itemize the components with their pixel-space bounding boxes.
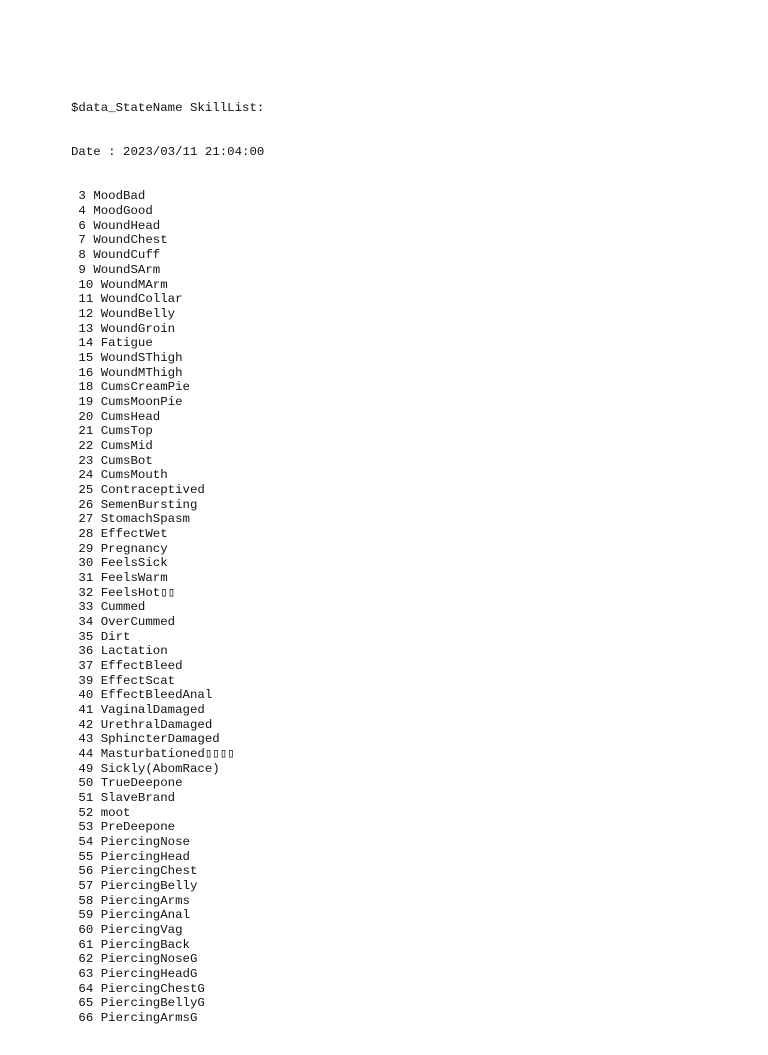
list-item <box>71 644 264 659</box>
skill-name: EffectScat <box>100 673 176 688</box>
list-item <box>71 439 264 454</box>
skill-id: 50 <box>71 776 94 791</box>
skill-id: 42 <box>71 717 94 732</box>
skill-name: Cummed <box>100 600 146 615</box>
skill-id: 34 <box>71 614 94 629</box>
skill-id: 9 <box>71 262 86 277</box>
skill-id: 33 <box>71 600 94 615</box>
skill-name: WoundSThigh <box>100 350 183 365</box>
skill-id: 37 <box>71 658 94 673</box>
skill-id: 10 <box>71 277 94 292</box>
list-item <box>71 424 264 439</box>
list-item <box>71 292 264 307</box>
list-item <box>71 850 264 865</box>
skill-name: CumsMid <box>100 438 153 453</box>
list-item <box>71 952 264 967</box>
skill-name: Sickly(AbomRace) <box>100 761 220 776</box>
skill-id: 18 <box>71 380 94 395</box>
skill-name: OverCummed <box>100 614 176 629</box>
list-item <box>71 556 264 571</box>
skill-name: WoundMThigh <box>100 365 183 380</box>
skill-id: 64 <box>71 981 94 996</box>
list-item <box>71 894 264 909</box>
document-date: Date : 2023/03/11 21:04:00 <box>71 145 265 160</box>
skill-name: PiercingBelly <box>100 879 198 894</box>
skill-id: 27 <box>71 512 94 527</box>
list-item <box>71 806 264 821</box>
skill-name: EffectBleedAnal <box>100 688 213 703</box>
list-item <box>71 571 264 586</box>
list-item <box>71 380 264 395</box>
skill-name: PiercingBellyG <box>100 996 205 1011</box>
skill-name: CumsCreamPie <box>100 380 190 395</box>
skill-id: 23 <box>71 453 94 468</box>
list-item <box>71 762 264 777</box>
list-item <box>71 263 264 278</box>
skill-name: PiercingNose <box>100 835 190 850</box>
skill-name: PiercingChestG <box>100 981 205 996</box>
skill-id: 6 <box>71 218 86 233</box>
skill-id: 30 <box>71 556 94 571</box>
list-item <box>71 336 264 351</box>
list-item <box>71 820 264 835</box>
skill-id: 28 <box>71 526 94 541</box>
skill-id: 11 <box>71 292 94 307</box>
list-item <box>71 923 264 938</box>
list-item <box>71 233 264 248</box>
list-item <box>71 395 264 410</box>
skill-name: FeelsSick <box>100 556 168 571</box>
skill-id: 16 <box>71 365 94 380</box>
skill-id: 3 <box>71 189 86 204</box>
skill-id: 35 <box>71 629 94 644</box>
skill-name: PiercingHead <box>100 849 190 864</box>
list-item <box>71 879 264 894</box>
list-item <box>71 512 264 527</box>
skill-name: WoundSArm <box>93 262 161 277</box>
skill-id: 66 <box>71 1011 94 1026</box>
skill-name: TrueDeepone <box>100 776 183 791</box>
list-item <box>71 938 264 953</box>
skill-id: 40 <box>71 688 94 703</box>
list-item <box>71 718 264 733</box>
skill-id: 54 <box>71 835 94 850</box>
skill-id: 22 <box>71 438 94 453</box>
list-item <box>71 307 264 322</box>
skill-name: EffectBleed <box>100 658 183 673</box>
skill-name: CumsMouth <box>100 468 168 483</box>
skill-name: CumsMoonPie <box>100 394 183 409</box>
skill-name: WoundCuff <box>93 248 161 263</box>
skill-id: 8 <box>71 248 86 263</box>
skill-name: CumsHead <box>100 409 161 424</box>
skill-id: 32 <box>71 585 94 600</box>
list-item <box>71 219 264 234</box>
skill-name: WoundGroin <box>100 321 176 336</box>
skill-name: FeelsHot▯▯ <box>100 585 176 600</box>
skill-id: 58 <box>71 893 94 908</box>
skill-name: PiercingVag <box>100 923 183 938</box>
list-item <box>71 468 264 483</box>
skill-name: Fatigue <box>100 336 153 351</box>
skill-name: VaginalDamaged <box>100 702 205 717</box>
skill-id: 52 <box>71 805 94 820</box>
list-item <box>71 908 264 923</box>
list-item <box>71 659 264 674</box>
list-item <box>71 278 264 293</box>
skill-name: Masturbationed▯▯▯▯ <box>100 747 235 761</box>
skill-name: PiercingChest <box>100 864 198 879</box>
skill-name: SphincterDamaged <box>100 732 220 747</box>
list-item <box>71 732 264 747</box>
skill-id: 41 <box>71 702 94 717</box>
skill-name: SemenBursting <box>100 497 198 512</box>
skill-id: 53 <box>71 820 94 835</box>
skill-id: 19 <box>71 394 94 409</box>
skill-name: Pregnancy <box>100 541 168 556</box>
skill-name: StomachSpasm <box>100 512 190 527</box>
skill-name: Dirt <box>100 629 131 644</box>
skill-id: 56 <box>71 864 94 879</box>
skill-id: 25 <box>71 482 94 497</box>
skill-name: PiercingArmsG <box>100 1011 198 1026</box>
skill-id: 49 <box>71 761 94 776</box>
skill-id: 65 <box>71 996 94 1011</box>
list-item <box>71 747 264 762</box>
skill-name: FeelsWarm <box>100 570 168 585</box>
list-item <box>71 703 264 718</box>
skill-id: 31 <box>71 570 94 585</box>
skill-id: 36 <box>71 644 94 659</box>
list-item <box>71 996 264 1011</box>
skill-name: WoundMArm <box>100 277 168 292</box>
skill-name: CumsBot <box>100 453 153 468</box>
skill-name: WoundCollar <box>100 292 183 307</box>
list-item <box>71 351 264 366</box>
skill-id: 63 <box>71 967 94 982</box>
skill-id: 21 <box>71 424 94 439</box>
skill-id: 24 <box>71 468 94 483</box>
list-item <box>71 248 264 263</box>
list-item <box>71 204 264 219</box>
skill-name: WoundHead <box>93 218 161 233</box>
skill-name: PiercingNoseG <box>100 952 198 967</box>
skill-list-document <box>71 72 264 1055</box>
skill-id: 29 <box>71 541 94 556</box>
list-item <box>71 674 264 689</box>
skill-id: 20 <box>71 409 94 424</box>
skill-id: 51 <box>71 791 94 806</box>
skill-name: WoundBelly <box>100 306 176 321</box>
skill-name: PiercingBack <box>100 937 190 952</box>
skill-list <box>71 189 264 1025</box>
list-item <box>71 410 264 425</box>
list-item <box>71 864 264 879</box>
skill-name: SlaveBrand <box>100 791 176 806</box>
list-item <box>71 483 264 498</box>
skill-id: 60 <box>71 923 94 938</box>
list-item <box>71 615 264 630</box>
skill-id: 4 <box>71 204 86 219</box>
list-item <box>71 527 264 542</box>
document-title: $data_StateName SkillList: <box>71 101 265 116</box>
skill-name: CumsTop <box>100 424 153 439</box>
skill-name: MoodBad <box>93 189 146 204</box>
skill-id: 12 <box>71 306 94 321</box>
skill-id: 59 <box>71 908 94 923</box>
skill-name: PiercingAnal <box>100 908 190 923</box>
skill-name: EffectWet <box>100 526 168 541</box>
skill-name: Lactation <box>100 644 168 659</box>
skill-id: 13 <box>71 321 94 336</box>
skill-name: WoundChest <box>93 233 168 248</box>
skill-name: MoodGood <box>93 204 153 219</box>
list-item <box>71 791 264 806</box>
skill-id: 26 <box>71 497 94 512</box>
list-item <box>71 688 264 703</box>
list-item <box>71 454 264 469</box>
skill-id: 44 <box>71 747 94 761</box>
skill-id: 57 <box>71 879 94 894</box>
list-item <box>71 189 264 204</box>
list-item <box>71 366 264 381</box>
list-item <box>71 586 264 601</box>
skill-id: 39 <box>71 673 94 688</box>
list-item <box>71 835 264 850</box>
list-item <box>71 498 264 513</box>
skill-name: PreDeepone <box>100 820 176 835</box>
list-item <box>71 967 264 982</box>
list-item <box>71 322 264 337</box>
list-item <box>71 542 264 557</box>
skill-id: 55 <box>71 849 94 864</box>
skill-id: 7 <box>71 233 86 248</box>
skill-name: UrethralDamaged <box>100 717 213 732</box>
list-item <box>71 600 264 615</box>
skill-name: moot <box>100 805 131 820</box>
skill-name: PiercingHeadG <box>100 967 198 982</box>
skill-name: Contraceptived <box>100 482 205 497</box>
skill-id: 14 <box>71 336 94 351</box>
skill-id: 43 <box>71 732 94 747</box>
skill-id: 15 <box>71 350 94 365</box>
skill-name: PiercingArms <box>100 893 190 908</box>
list-item <box>71 630 264 645</box>
list-item <box>71 982 264 997</box>
list-item <box>71 776 264 791</box>
skill-id: 62 <box>71 952 94 967</box>
skill-id: 61 <box>71 937 94 952</box>
